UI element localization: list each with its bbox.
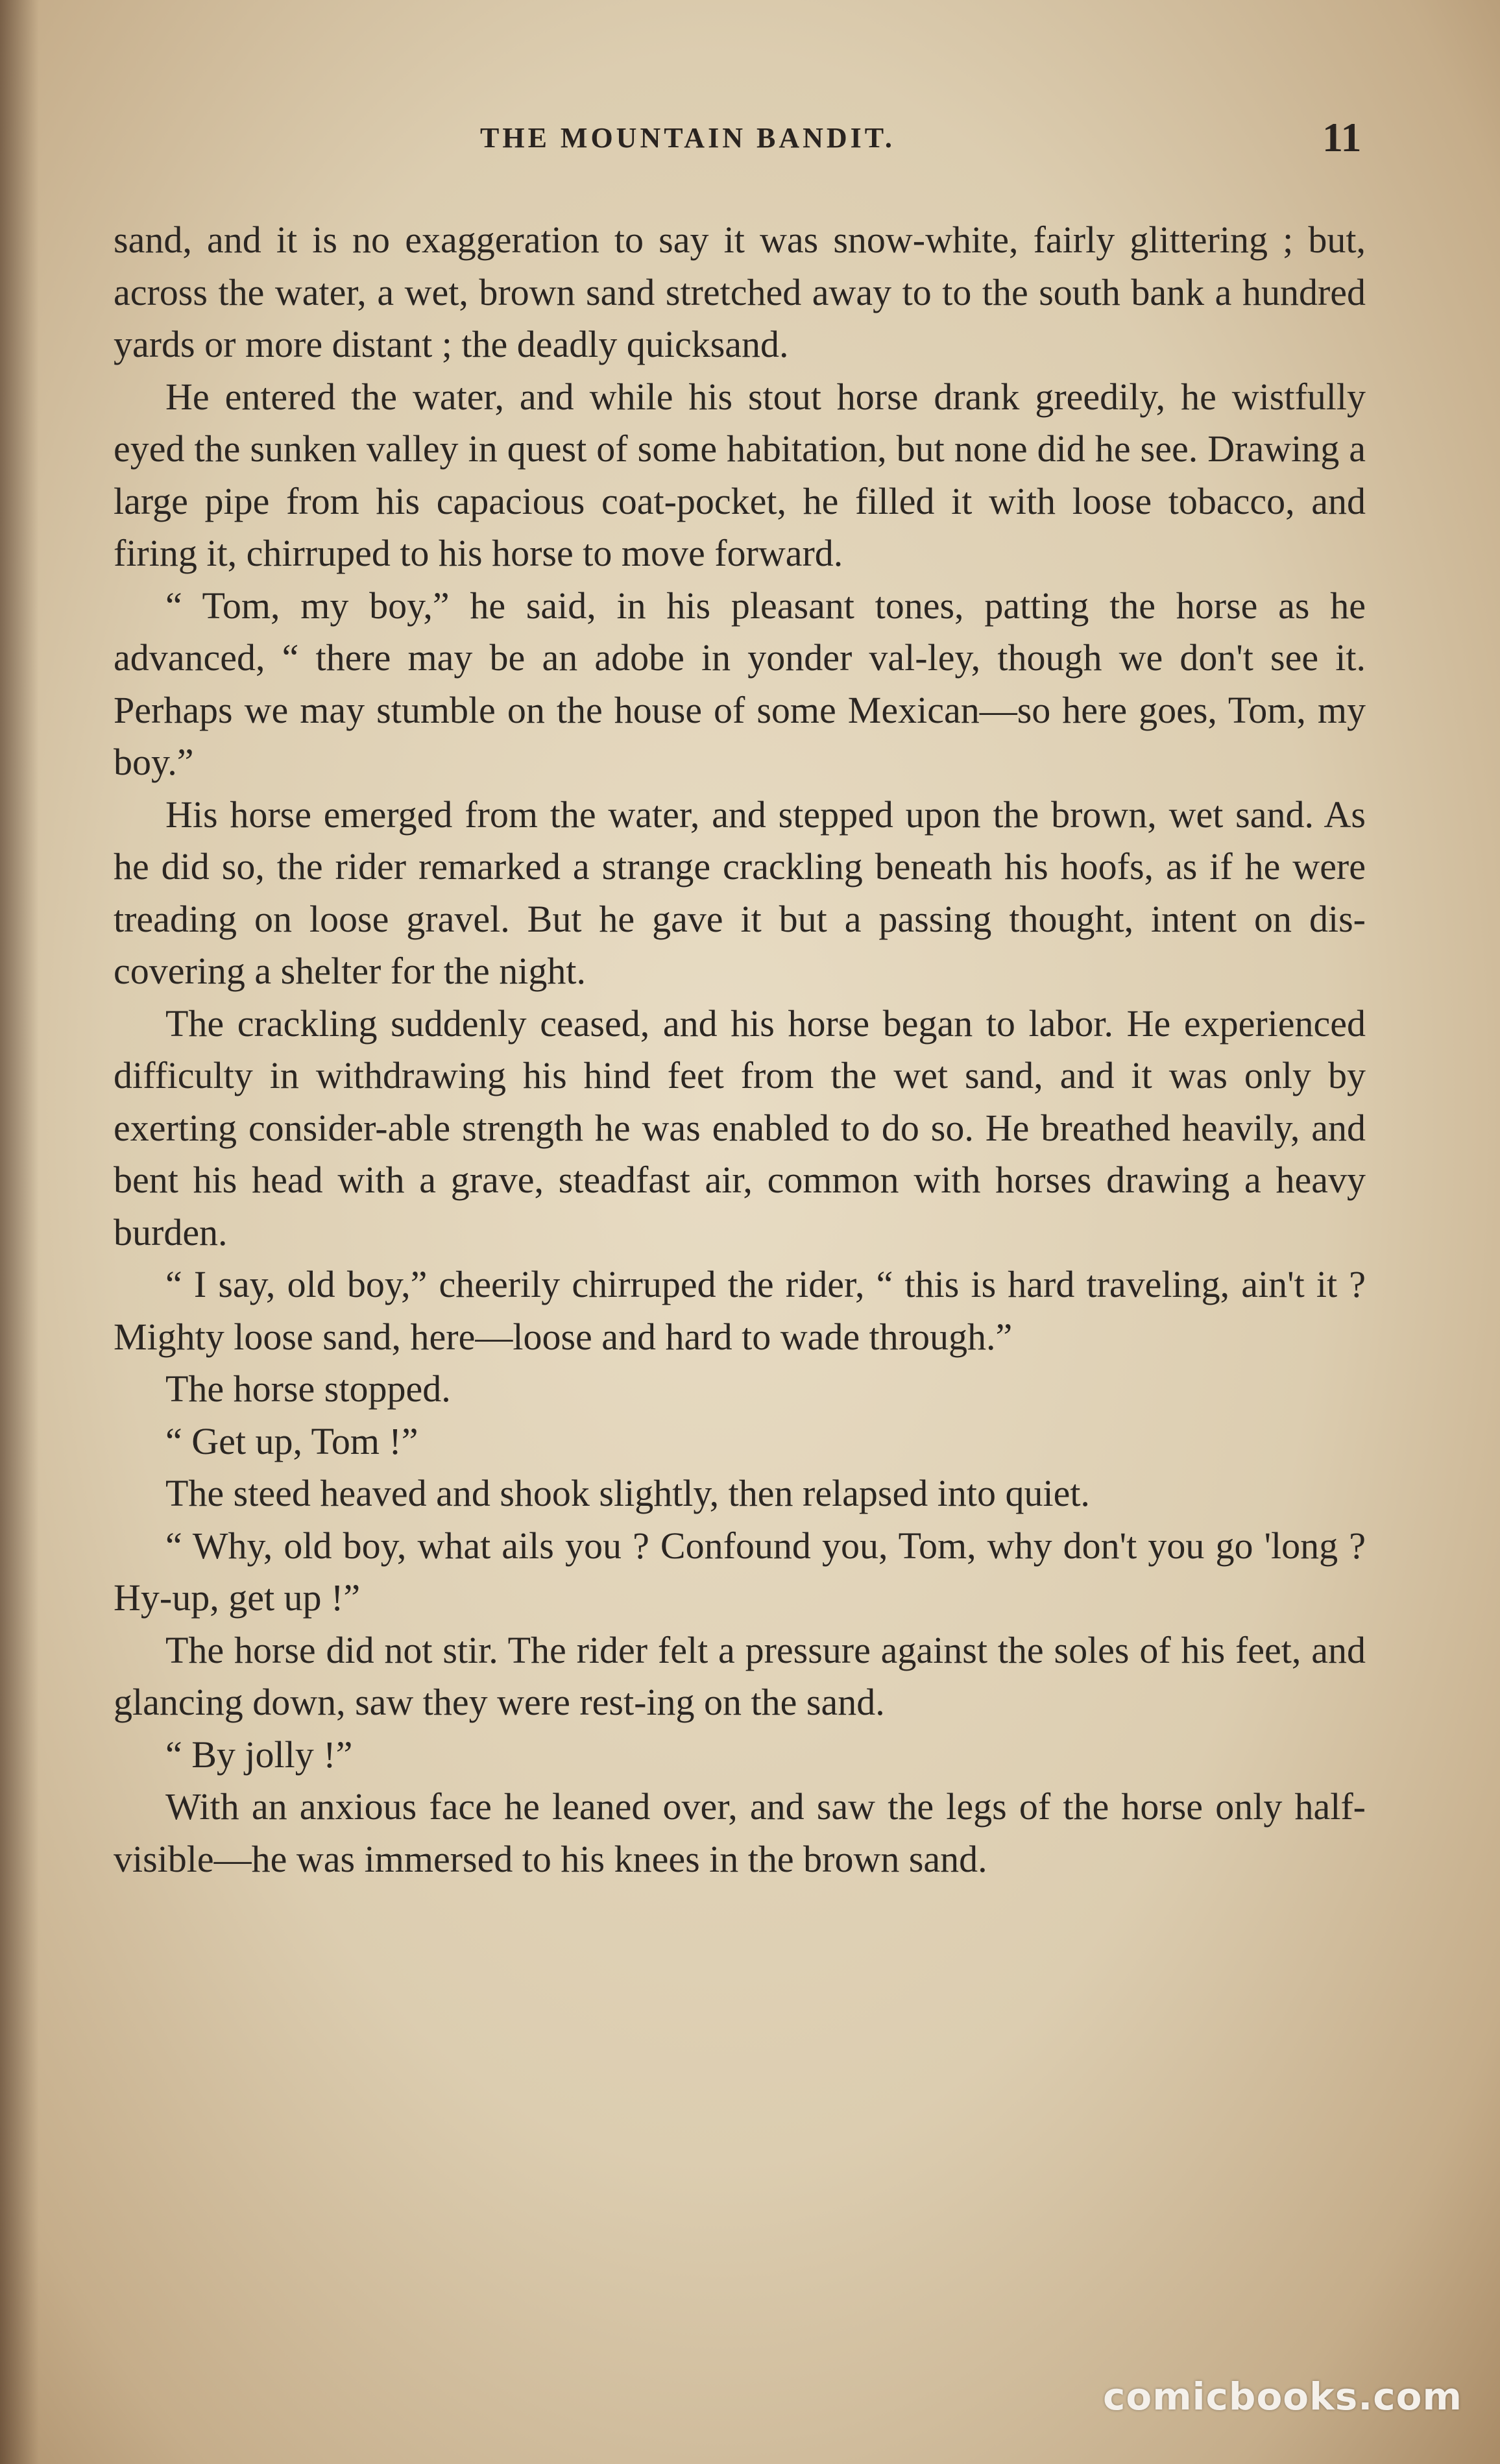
paragraph: sand, and it is no exaggeration to say it was snow-white, fairly glittering ; but, across the water, a wet, brown sand stretched away to to the south bank a hundred yards or more distant ; the deadly quicksand.: [114, 219, 1366, 365]
paragraph: The crackling suddenly ceased, and his horse began to labor. He experienced difficulty in withdrawing his hind feet from the wet sand, and it was only by exerting consider-able strength he was enabled to do so. He breathed heavily, and bent his head with a grave, steadfast air, common with horses drawing a heavy burden.: [114, 1002, 1366, 1253]
paragraph: “ I say, old boy,” cheerily chirruped the rider, “ this is hard traveling, ain't it ? Mighty loose sand, here—loose and hard to wade through.”: [114, 1263, 1366, 1358]
paragraph: “ Why, old boy, what ails you ? Confound you, Tom, why don't you go 'long ? Hy-up, get up !”: [114, 1524, 1366, 1619]
page-number: 11: [1322, 114, 1362, 160]
paragraph: With an anxious face he leaned over, and saw the legs of the horse only half-visible—he was immersed to his knees in the brown sand.: [114, 1785, 1366, 1880]
paragraph: He entered the water, and while his stout horse drank greedily, he wistfully eyed the sunken valley in quest of some habitation, but none did he see. Drawing a large pipe from his capacious coat-pocket, he filled it with loose tobacco, and firing it, chirruped to his horse to move forward.: [114, 375, 1366, 574]
paragraph: “ Get up, Tom !”: [165, 1419, 418, 1462]
paragraph: “ Tom, my boy,” he said, in his pleasant tones, patting the horse as he advanced, “ there may be an adobe in yonder val-ley, though we don't see it. Perhaps we may stumble on the house of some Mexican—so here goes, Tom, my boy.”: [114, 584, 1366, 783]
page-edge-shadow: [0, 0, 39, 2464]
running-head: [0, 114, 1500, 172]
paragraph: His horse emerged from the water, and stepped upon the brown, wet sand. As he did so, the rider remarked a strange crackling beneath his hoofs, as if he were treading on loose gravel. But he gave it but a passing thought, intent on dis-covering a shelter for the night.: [114, 793, 1366, 992]
body-text: [114, 214, 1366, 1885]
paragraph: “ By jolly !”: [165, 1733, 353, 1776]
paragraph: The steed heaved and shook slightly, then relapsed into quiet.: [165, 1472, 1090, 1514]
watermark: comicbooks.com: [1103, 2374, 1462, 2419]
running-head-title: THE MOUNTAIN BANDIT.: [480, 122, 895, 154]
paragraph: The horse did not stir. The rider felt a pressure against the soles of his feet, and glancing down, saw they were rest-ing on the sand.: [114, 1628, 1366, 1723]
paragraph: The horse stopped.: [165, 1368, 451, 1410]
